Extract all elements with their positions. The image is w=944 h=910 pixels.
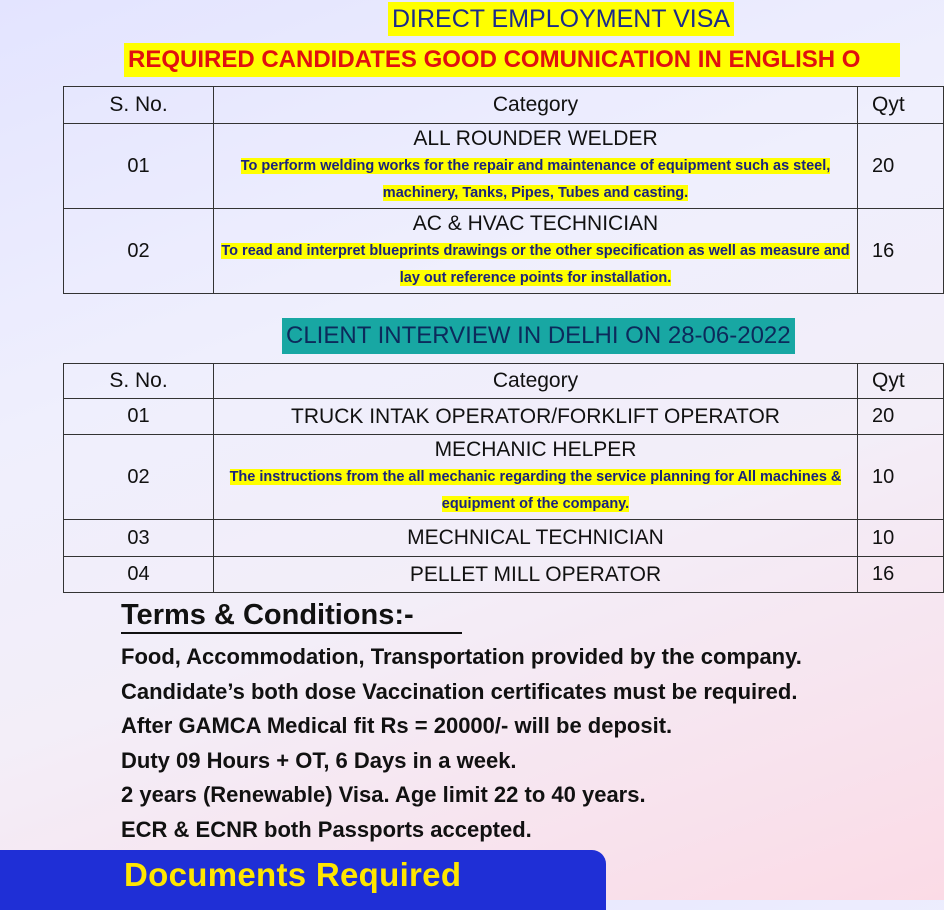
row-sno: 03	[64, 520, 214, 557]
row-sno: 02	[64, 209, 214, 294]
column-header-category: Category	[214, 364, 858, 399]
job-description: To read and interpret blueprints drawings or the other specification as well as measure and lay out reference points for installation.	[221, 243, 850, 286]
job-title: MECHANIC HELPER	[434, 438, 637, 461]
terms-line: After GAMCA Medical fit Rs = 20000/- will be deposit.	[121, 713, 673, 738]
table-header-row	[64, 87, 944, 124]
table-row	[64, 209, 944, 294]
row-category	[214, 399, 858, 435]
row-category	[214, 124, 858, 209]
job-title: AC & HVAC TECHNICIAN	[412, 212, 659, 235]
documents-banner	[0, 850, 606, 910]
table-row	[64, 520, 944, 557]
terms-line: ECR & ECNR both Passports accepted.	[121, 816, 532, 842]
row-category	[214, 557, 858, 593]
table-row	[64, 124, 944, 209]
documents-banner-label: Documents Required	[124, 856, 462, 893]
job-title: MECHNICAL TECHNICIAN	[407, 526, 664, 549]
row-sno: 04	[64, 557, 214, 593]
job-description: The instructions from the all mechanic regarding the service planning for All machines & equipment of the company.	[229, 469, 842, 512]
row-qty: 10	[858, 435, 944, 520]
interview-table	[63, 363, 944, 593]
row-sno: 01	[64, 399, 214, 435]
job-description: To perform welding works for the repair and maintenance of equipment such as steel, machinery, Tanks, Pipes, Tubes and casting.	[240, 158, 831, 201]
row-category	[214, 520, 858, 557]
job-title: TRUCK INTAK OPERATOR/FORKLIFT OPERATOR	[291, 404, 780, 428]
table-row	[64, 435, 944, 520]
row-sno: 02	[64, 435, 214, 520]
job-title: PELLET MILL OPERATOR	[409, 562, 662, 586]
row-category	[214, 435, 858, 520]
column-header-qty: Qyt	[858, 364, 944, 399]
terms-line: Candidate’s both dose Vaccination certificates must be required.	[121, 678, 798, 704]
row-qty: 20	[858, 399, 944, 435]
terms-line: 2 years (Renewable) Visa. Age limit 22 to 40 years.	[121, 782, 646, 807]
row-category	[214, 209, 858, 294]
row-qty: 20	[858, 124, 944, 209]
requirements-banner: REQUIRED CANDIDATES GOOD COMUNICATION IN ENGLISH O	[124, 43, 900, 77]
terms-line: Food, Accommodation, Transportation provided by the company.	[121, 644, 802, 669]
table-row	[64, 399, 944, 435]
page-title: DIRECT EMPLOYMENT VISA	[388, 2, 734, 36]
row-qty: 16	[858, 209, 944, 294]
row-qty: 10	[858, 520, 944, 557]
row-sno: 01	[64, 124, 214, 209]
direct-visa-table	[63, 86, 944, 294]
column-header-category: Category	[214, 87, 858, 124]
terms-heading: Terms & Conditions:-	[121, 598, 462, 634]
terms-line: Duty 09 Hours + OT, 6 Days in a week.	[121, 747, 517, 773]
table-row	[64, 557, 944, 593]
column-header-qty: Qyt	[858, 87, 944, 124]
job-title: ALL ROUNDER WELDER	[413, 127, 658, 150]
column-header-sno: S. No.	[64, 87, 214, 124]
row-qty: 16	[858, 557, 944, 593]
table-header-row	[64, 364, 944, 399]
terms-list	[121, 640, 802, 847]
interview-banner: CLIENT INTERVIEW IN DELHI ON 28-06-2022	[282, 318, 795, 354]
column-header-sno: S. No.	[64, 364, 214, 399]
